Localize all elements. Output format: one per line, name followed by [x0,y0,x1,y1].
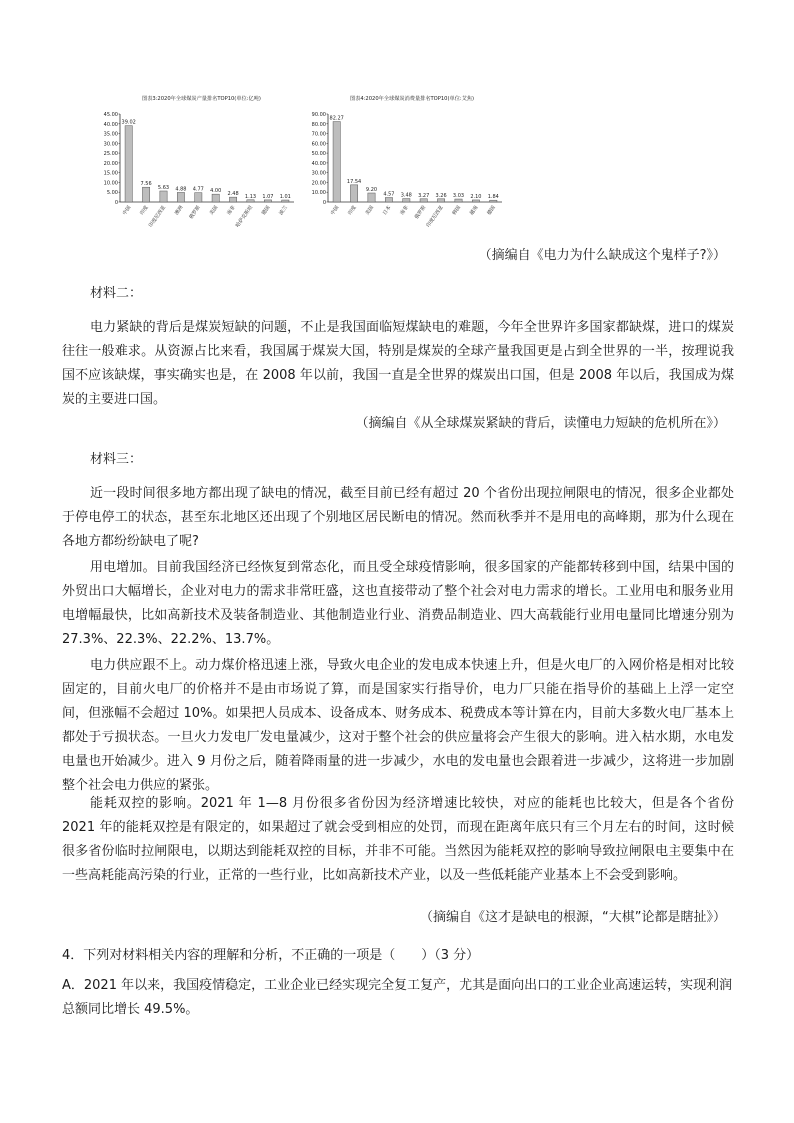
bar-value-label: 39.02 [121,119,136,126]
bar-value-label: 2.10 [470,193,482,200]
bar-value-label: 1.84 [487,194,499,201]
category-label: 印度尼西亚 [425,204,445,229]
y-tick-label: 20.00 [311,180,326,187]
y-tick-label: 10.00 [311,190,326,197]
y-tick-label: 30.00 [311,170,326,177]
material-3-heading: 材料三： [90,452,143,467]
material-2-heading: 材料二： [90,286,143,301]
bar [403,199,410,202]
bar [472,200,479,202]
material-3-paragraph-4: 能耗双控的影响。2021 年 1—8 月份很多省份因为经济增速比较快，对应的能耗也比较大，但是各个省份 2021 年的能耗双控是有限定的，如果超过了就会受到相应的处罚，而现在距离年底只有三个月左右的时间，这时候很多省份临时拉闸限电，以期达到能耗双控的目标，并非不可能。当然因为能耗双控的影响导致拉闸限电主要集中在一些高耗能高污染的行业，正常的一些行业，比如高新技术产业，以及一些低耗能产业基本上不会受到影响。 [62,796,734,883]
bar-value-label: 4.88 [175,186,187,193]
y-tick-label: 50.00 [311,151,326,158]
category-label: 韩国 [451,204,463,217]
bar [125,126,132,202]
bar [490,200,497,202]
category-label: 美国 [364,204,376,217]
category-label: 澳洲 [173,204,185,217]
bar [177,192,184,202]
bar [247,200,254,202]
y-tick-label: 45.00 [103,112,118,118]
bar-value-label: 4.00 [210,188,222,195]
bar [420,199,427,202]
bar-value-label: 1.01 [279,194,291,201]
category-label: 中国 [121,204,133,217]
y-tick-label: 15.00 [103,170,118,177]
bar-value-label: 3.26 [435,192,447,199]
y-tick-label: 40.00 [311,160,326,167]
y-tick-label: 35.00 [103,131,118,138]
y-tick-label: 0 [114,200,118,206]
category-label: 日本 [381,204,393,217]
category-label: 印度 [347,204,358,217]
chart-title: 图表3:2020年全球煤炭产量排名TOP10(单位:亿吨) [142,96,261,102]
bar [212,194,219,202]
y-tick-label: 90.00 [311,112,326,118]
bar-value-label: 9.20 [365,187,378,194]
bar-value-label: 3.48 [400,192,412,199]
y-tick-label: 60.00 [311,141,326,148]
coal-production-chart [88,90,300,240]
material-3-paragraph-1: 近一段时间很多地方都出现了缺电的情况，截至目前已经有超过 20 个省份出现拉闸限电的情况，很多企业都处于停电停工的状态，甚至东北地区还出现了个别地区居民断电的情况。然而秋季并不是用电的高峰期，那为什么现在各地方都纷纷缺电了呢? [62,486,734,549]
material-3-paragraph-2: 用电增加。目前我国经济已经恢复到常态化，而且受全球疫情影响，很多国家的产能都转移到中国，结果中国的外贸出口大幅增长，企业对电力的需求非常旺盛，这也直接带动了整个社会对电力需求的增长。工业用电和服务业用电增幅最快，比如高新技术及装备制造业、其他制造业行业、消费品制造业、四大高载能行业用电量同比增速分别为 27.3%、22.3%、22.2%、13.7%。 [62,560,734,647]
y-tick-label: 10.00 [103,180,118,187]
bar [195,193,202,202]
bar [455,199,462,202]
category-label: 越南 [468,204,480,217]
y-tick-label: 80.00 [311,121,326,128]
category-label: 中国 [329,204,341,217]
bar [368,193,375,202]
bar-value-label: 3.03 [452,193,465,200]
material-3-paragraph-3: 电力供应跟不上。动力煤价格迅速上涨，导致火电企业的发电成本快速上升，但是火电厂的入网价格是相对比较固定的，目前火电厂的价格并不是由市场说了算，而是国家实行指导价，电力厂只能在指导价的基础上上浮一定空间，但涨幅不会超过 10%。如果把人员成本、设备成本、财务成本、税费成本等计算在内，目前大多数火电厂基本上都处于亏损状态。一旦火力发电厂发电量减少，这对于整个社会的供应量将会产生很大的影响。进入枯水期，水电发电量也开始减少。进入 9 月份之后，随着降雨量的进一步减少，水电的发电量也会跟着进一步减少，这将进一步加剧整个社会电力供应的紧张。 [62,658,734,793]
category-label: 美国 [208,204,220,217]
bar-value-label: 7.56 [140,181,152,188]
y-tick-label: 25.00 [103,151,118,158]
category-label: 德国 [486,204,497,217]
category-label: 南非 [399,204,410,217]
y-tick-label: 20.00 [103,160,118,167]
y-tick-label: 70.00 [311,131,326,138]
category-label: 南非 [226,204,237,217]
bar [229,197,236,202]
bar [160,191,167,202]
category-label: 印度 [139,204,150,217]
bar-value-label: 1.13 [244,193,257,200]
bar [333,122,340,202]
bar [264,200,271,202]
y-tick-label: 5.00 [106,190,118,197]
question-4: 4．下列对材料相关内容的理解和分析，不正确的一项是（ ）（3 分） [62,948,480,963]
source-citation-3: （摘编自《这才是缺电的根源，“大棋”论都是瞎扯》） [420,910,726,925]
y-tick-label: 40.00 [103,121,118,128]
material-2-paragraph: 电力紧缺的背后是煤炭短缺的问题，不止是我国面临短煤缺电的难题，今年全世界许多国家都缺煤，进口的煤炭往往一般难求。从资源占比来看，我国属于煤炭大国，特别是煤炭的全球产量我国更是占到全世界的一半，按理说我国不应该缺煤，事实确实也是，在 2008 年以前，我国一直是全世界的煤炭出口国，但是 2008 年以后，我国成为煤炭的主要进口国。 [62,320,734,407]
bar [385,198,392,202]
source-citation-2: （摘编自《从全球煤炭紧缺的背后，读懂电力短缺的危机所在》） [355,416,726,431]
charts-area [88,90,728,240]
bar-value-label: 4.77 [192,186,204,193]
bar-value-label: 4.57 [383,191,395,198]
bar-value-label: 3.27 [418,192,430,199]
bar [437,199,444,202]
bar [350,185,357,202]
bar-value-label: 2.48 [227,191,239,198]
category-label: 德国 [260,204,272,217]
category-label: 印度尼西亚 [147,204,168,229]
category-label: 波兰 [278,204,289,217]
bar [142,187,149,202]
bar-value-label: 1.07 [262,193,274,200]
category-label: 哈萨克斯坦 [234,204,255,229]
y-tick-label: 0 [322,200,326,206]
bar-value-label: 82.27 [329,115,344,122]
chart-title: 图表4:2020年全球煤炭消费量排名TOP10(单位:艾焦) [350,96,475,102]
coal-consumption-chart [296,90,508,240]
category-label: 俄罗斯 [188,204,202,221]
category-label: 俄罗斯 [413,204,428,221]
bar [282,200,289,202]
bar-value-label: 5.63 [157,184,170,191]
option-a: A．2021 年以来，我国疫情稳定，工业企业已经实现完全复工复产，尤其是面向出口的工业企业高速运转，实现利润总额同比增长 49.5%。 [62,978,733,1017]
y-tick-label: 30.00 [103,141,118,148]
bar-value-label: 17.54 [346,178,362,185]
source-citation-1: （摘编自《电力为什么缺成这个鬼样子?》） [478,248,726,263]
